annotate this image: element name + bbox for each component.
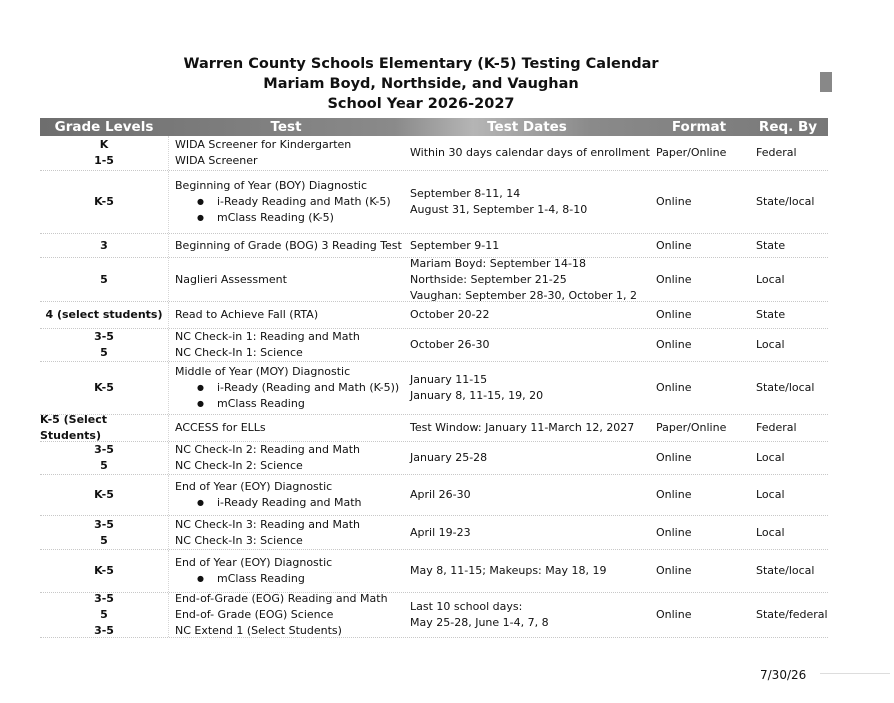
required-by-cell: Local <box>756 272 785 286</box>
grade-level: 3-5 <box>94 517 114 531</box>
table-row <box>40 258 828 302</box>
test-name: ACCESS for ELLs <box>175 421 266 434</box>
document-title <box>0 54 842 114</box>
format-cell: Online <box>656 238 692 252</box>
format-cell: Paper/Online <box>656 421 727 434</box>
test-name: Beginning of Year (BOY) Diagnostic <box>175 179 367 192</box>
test-date: January 25-28 <box>410 451 488 464</box>
test-cell <box>168 550 404 592</box>
grade-cell <box>40 171 168 233</box>
test-cell <box>168 415 404 441</box>
test-date: Mariam Boyd: September 14-18 <box>410 256 586 270</box>
grade-cell <box>40 516 168 549</box>
test-cell <box>168 234 404 257</box>
test-name: Beginning of Grade (BOG) 3 Reading Test <box>175 238 402 252</box>
test-cell <box>168 516 404 549</box>
test-cell <box>168 329 404 361</box>
test-name: End-of- Grade (EOG) Science <box>175 608 334 621</box>
grade-level: K-5 (Select Students) <box>40 413 108 442</box>
dates-cell <box>404 593 650 637</box>
testing-calendar-table <box>40 118 828 638</box>
table-row <box>40 593 828 638</box>
table-row <box>40 234 828 258</box>
grade-level: K <box>99 138 109 151</box>
format-cell: Online <box>656 525 692 539</box>
required-by-cell: Local <box>756 488 785 501</box>
grade-level: 3-5 <box>94 443 114 456</box>
title-line-1: Warren County Schools Elementary (K-5) Testing Calendar <box>183 56 659 72</box>
required-by-cell: Federal <box>756 146 797 159</box>
dates-cell <box>404 442 650 474</box>
test-name: End of Year (EOY) Diagnostic <box>175 480 333 493</box>
test-bullet-text: i-Ready (Reading and Math (K-5)) <box>217 381 400 394</box>
format-cell: Online <box>656 451 692 464</box>
dates-cell <box>404 475 650 515</box>
test-date: September 9-11 <box>410 238 500 252</box>
required-by-cell: Local <box>756 451 785 464</box>
required-by-cell: State/federal <box>756 608 828 621</box>
dates-cell <box>404 234 650 257</box>
test-date: May 25-28, June 1-4, 7, 8 <box>410 616 549 629</box>
title-line-3: School Year 2026-2027 <box>327 96 515 112</box>
required-by-cell: State <box>756 238 786 252</box>
header-test-dates: Test Dates <box>487 119 567 135</box>
required-by-cell: Local <box>756 525 785 539</box>
table-row <box>40 362 828 415</box>
format-cell: Online <box>656 272 692 286</box>
test-date: Vaughan: September 28-30, October 1, 2 <box>410 288 638 302</box>
footer-date: 7/30/26 <box>760 668 807 682</box>
test-bullet-text: mClass Reading <box>217 397 305 410</box>
test-name: NC Extend 1 (Select Students) <box>175 624 342 637</box>
grade-level: 3-5 <box>94 592 114 605</box>
format-cell: Online <box>656 564 692 577</box>
test-bullet-item <box>175 380 404 396</box>
header-test: Test <box>270 119 302 135</box>
table-row <box>40 171 828 234</box>
test-bullet-item <box>175 396 404 412</box>
test-date: September 8-11, 14 <box>410 187 521 200</box>
test-bullet-item <box>175 571 404 587</box>
test-date: Northside: September 21-25 <box>410 272 567 286</box>
dates-cell <box>404 302 650 328</box>
footer-rule <box>820 673 890 674</box>
test-date: April 19-23 <box>410 525 471 539</box>
format-cell: Online <box>656 338 692 351</box>
test-bullet-text: mClass Reading (K-5) <box>217 211 334 224</box>
test-cell <box>168 593 404 637</box>
grade-level: 5 <box>100 272 108 286</box>
test-name: NC Check-In 3: Science <box>175 533 303 547</box>
test-name: NC Check-In 2: Science <box>175 459 303 472</box>
test-name: Middle of Year (MOY) Diagnostic <box>175 365 351 378</box>
grade-cell <box>40 258 168 301</box>
dates-cell <box>404 329 650 361</box>
dates-cell <box>404 550 650 592</box>
test-date: May 8, 11-15; Makeups: May 18, 19 <box>410 564 607 577</box>
grade-level: 3-5 <box>94 330 114 343</box>
format-cell: Online <box>656 195 692 208</box>
test-date: Test Window: January 11-March 12, 2027 <box>410 421 635 434</box>
header-req-by: Req. By <box>758 119 818 135</box>
test-bullet-item <box>175 210 404 226</box>
table-body <box>40 136 828 638</box>
test-cell <box>168 171 404 233</box>
required-by-cell: Federal <box>756 421 797 434</box>
table-row <box>40 329 828 362</box>
dates-cell <box>404 362 650 414</box>
test-date: October 26-30 <box>410 338 490 351</box>
grade-cell <box>40 415 168 441</box>
test-date: January 8, 11-15, 19, 20 <box>410 389 544 402</box>
test-cell <box>168 136 404 170</box>
grade-cell <box>40 593 168 637</box>
test-name: WIDA Screener for Kindergarten <box>175 138 352 151</box>
grade-level: 3 <box>100 238 108 252</box>
test-bullet-text: mClass Reading <box>217 572 305 585</box>
test-name: WIDA Screener <box>175 154 258 167</box>
test-name: Read to Achieve Fall (RTA) <box>175 308 319 321</box>
test-name: End of Year (EOY) Diagnostic <box>175 556 333 569</box>
test-cell <box>168 362 404 414</box>
dates-cell <box>404 136 650 170</box>
required-by-cell: State/local <box>756 381 815 394</box>
table-row <box>40 475 828 516</box>
grade-cell <box>40 234 168 257</box>
scan-mark <box>820 72 832 92</box>
required-by-cell: State/local <box>756 195 815 208</box>
grade-level: 4 (select students) <box>45 308 163 321</box>
title-line-2: Mariam Boyd, Northside, and Vaughan <box>263 76 579 92</box>
test-bullet-item <box>175 495 404 511</box>
test-date: April 26-30 <box>410 488 471 501</box>
grade-level: 5 <box>100 459 108 472</box>
grade-level: 5 <box>100 608 108 621</box>
header-grade-levels: Grade Levels <box>54 119 154 135</box>
test-bullet-text: i-Ready Reading and Math <box>217 496 362 509</box>
table-row <box>40 415 828 442</box>
grade-cell <box>40 442 168 474</box>
table-row <box>40 136 828 171</box>
test-name: End-of-Grade (EOG) Reading and Math <box>175 592 388 605</box>
test-cell <box>168 258 404 301</box>
test-name: NC Check-in 1: Reading and Math <box>175 330 360 343</box>
dates-cell <box>404 516 650 549</box>
table-row <box>40 302 828 329</box>
test-date: August 31, September 1-4, 8-10 <box>410 203 588 216</box>
grade-cell <box>40 362 168 414</box>
test-name: Naglieri Assessment <box>175 272 287 286</box>
format-cell: Online <box>656 381 692 394</box>
grade-cell <box>40 302 168 328</box>
format-cell: Online <box>656 608 692 621</box>
grade-level: K-5 <box>94 381 114 394</box>
dates-cell <box>404 258 650 301</box>
grade-cell <box>40 136 168 170</box>
grade-level: 3-5 <box>94 624 114 637</box>
test-cell <box>168 442 404 474</box>
test-bullet-text: i-Ready Reading and Math (K-5) <box>217 195 391 208</box>
test-cell <box>168 475 404 515</box>
dates-cell <box>404 415 650 441</box>
format-cell: Paper/Online <box>656 146 727 159</box>
grade-cell <box>40 475 168 515</box>
test-date: Last 10 school days: <box>410 600 523 613</box>
test-date: January 11-15 <box>410 373 488 386</box>
table-row <box>40 442 828 475</box>
test-date: Within 30 days calendar days of enrollment <box>410 146 650 159</box>
test-name: NC Check-In 2: Reading and Math <box>175 443 360 456</box>
grade-level: K-5 <box>94 195 114 208</box>
test-name: NC Check-In 3: Reading and Math <box>175 517 360 531</box>
header-format: Format <box>671 119 727 135</box>
dates-cell <box>404 171 650 233</box>
test-bullet-item <box>175 194 404 210</box>
grade-level: 1-5 <box>94 154 114 167</box>
required-by-cell: Local <box>756 338 785 351</box>
grade-cell <box>40 329 168 361</box>
grade-level: K-5 <box>94 488 114 501</box>
table-header <box>40 118 828 136</box>
test-date: October 20-22 <box>410 308 490 321</box>
grade-level: 5 <box>100 533 108 547</box>
format-cell: Online <box>656 308 692 321</box>
test-name: NC Check-In 1: Science <box>175 346 303 359</box>
table-row <box>40 516 828 550</box>
required-by-cell: State/local <box>756 564 815 577</box>
grade-level: K-5 <box>94 564 114 577</box>
grade-level: 5 <box>100 346 108 359</box>
test-cell <box>168 302 404 328</box>
required-by-cell: State <box>756 308 786 321</box>
grade-cell <box>40 550 168 592</box>
format-cell: Online <box>656 488 692 501</box>
table-row <box>40 550 828 593</box>
